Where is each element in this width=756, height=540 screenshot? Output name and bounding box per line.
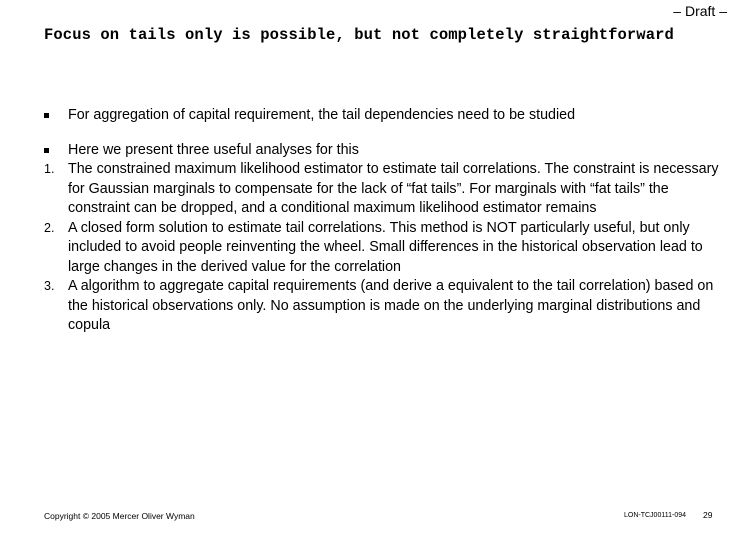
list-item-text: The constrained maximum likelihood estimator to estimate tail correlations. The constraint is necessary for Gaussian marginals to compensate for the lack of “fat tails”. For marginals with “fat tails” the constraint can be dropped, and a conditional maximum likelihood estimator remains [68,161,719,216]
slide-title: Focus on tails only is possible, but not completely straightforward [44,26,674,44]
square-bullet-icon [44,148,49,153]
document-code: LON-TCJ00111-094 [624,512,686,519]
list-item [44,219,724,278]
bullet-item [44,106,724,126]
list-item [44,277,724,336]
slide-body [44,106,724,336]
copyright-notice: Copyright © 2005 Mercer Oliver Wyman [44,511,195,521]
list-item-text: A closed form solution to estimate tail correlations. This method is NOT particularly useful, but only included to avoid people reinventing the wheel. Small differences in the historical observation lead to large changes in the derived value for the correlation [68,219,703,275]
list-item-text: A algorithm to aggregate capital requirements (and derive a equivalent to the tail correlation) based on the historical observations only. No assumption is made on the underlying marginal distributions and copula [68,278,714,333]
bullet-text: Here we present three useful analyses for this [68,141,359,158]
square-bullet-icon [44,113,49,118]
list-number: 1. [44,162,55,176]
list-number: 3. [44,279,55,293]
analyses-list [44,160,724,336]
list-item [44,160,724,219]
draft-label: – Draft – [673,3,727,19]
bullet-item [44,141,724,336]
list-number: 2. [44,220,55,235]
bullet-text: For aggregation of capital requirement, the tail dependencies need to be studied [68,107,576,123]
page-number: 29 [703,510,713,520]
